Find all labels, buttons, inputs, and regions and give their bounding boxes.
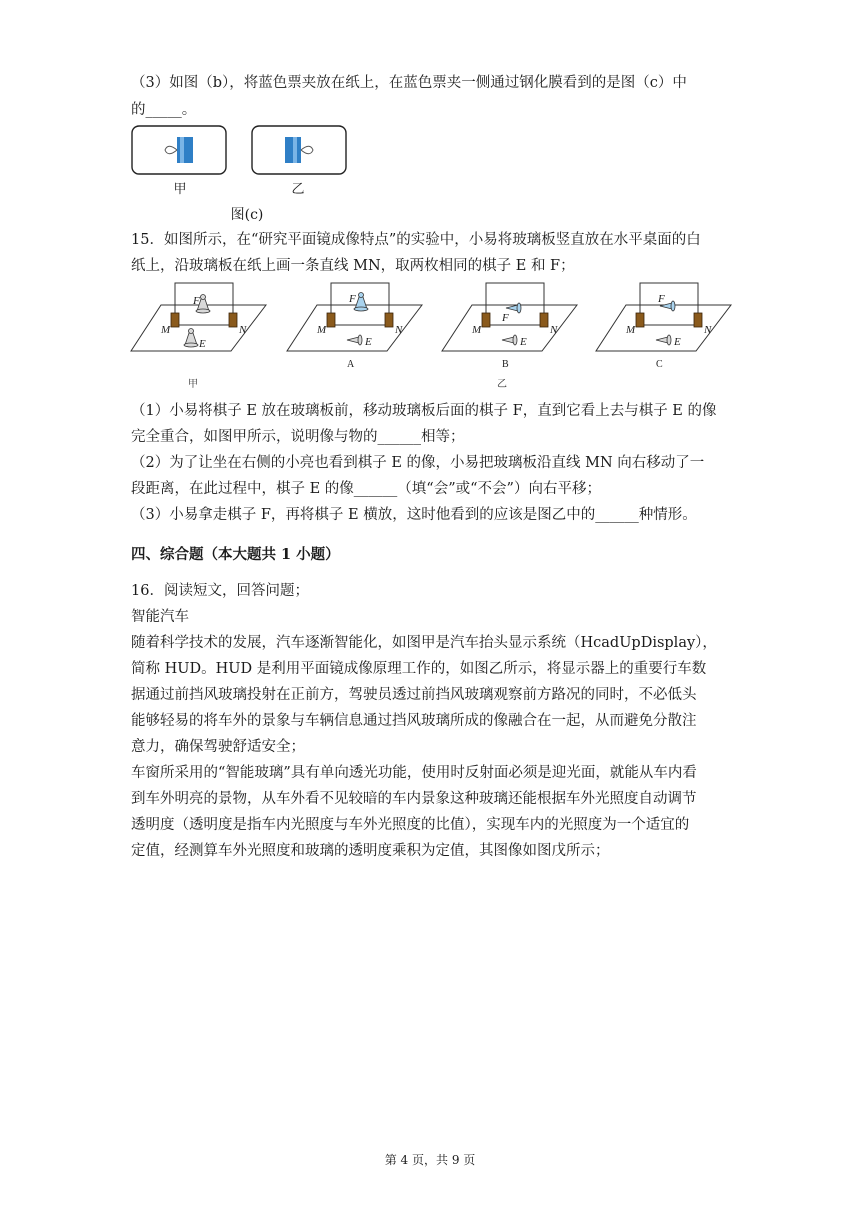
- q14-part3-line1: （3）如图（b），将蓝色票夹放在纸上，在蓝色票夹一侧通过钢化膜看到的是图（c）中: [131, 75, 687, 91]
- q14-part3-line2: 的_____。: [131, 102, 197, 118]
- q16-line: 车窗所采用的“智能玻璃”具有单向透光功能，使用时反射面必须是迎光面，就能从车内看: [131, 765, 697, 781]
- label-n: N: [395, 324, 403, 336]
- figure-caption-yi: 乙: [497, 379, 507, 390]
- image-f-icon: [354, 293, 368, 312]
- support-block: [482, 313, 490, 327]
- label-m: M: [472, 324, 482, 336]
- q16-line: 定值，经测算车外光照度和玻璃的透明度乘积为定值，其图像如图戊所示；: [131, 843, 610, 859]
- label-f: F: [349, 293, 356, 305]
- mirror-panel: [287, 283, 422, 370]
- panel-label: C: [656, 359, 663, 370]
- label-n: N: [550, 324, 558, 336]
- q15-intro-line2: 纸上，沿玻璃板在纸上画一条直线 MN，取两枚相同的棋子 E 和 F；: [131, 258, 575, 274]
- q16-line: 透明度（透明度是指车内光照度与车外光照度的比值），实现车内的光照度为一个适宜的: [131, 817, 690, 833]
- mirror-figure: [131, 281, 731, 370]
- q15-intro-line1: 15．如图所示，在“研究平面镜成像特点”的实验中，小易将玻璃板竖直放在水平桌面的白: [131, 232, 701, 248]
- figure-caption-jia: 甲: [188, 379, 198, 390]
- q16-line: 意力，确保驾驶舒适安全；: [131, 739, 305, 755]
- q16-line: 智能汽车: [131, 609, 189, 625]
- label-n: N: [704, 324, 712, 336]
- support-block: [540, 313, 548, 327]
- mirror-panel: [596, 283, 731, 370]
- figure-c-label-yi: 乙: [291, 182, 305, 197]
- support-block: [636, 313, 644, 327]
- label-m: M: [317, 324, 327, 336]
- label-m: M: [626, 324, 636, 336]
- label-e: E: [365, 336, 372, 348]
- q16-line: 简称 HUD。HUD 是利用平面镜成像原理工作的，如图乙所示，将显示器上的重要行车数: [131, 661, 707, 677]
- q15-part1-line1: （1）小易将棋子 E 放在玻璃板前，移动玻璃板后面的棋子 F，直到它看上去与棋子 E 的像: [131, 403, 717, 419]
- label-e: E: [199, 338, 206, 350]
- q15-part3: （3）小易拿走棋子 F，再将棋子 E 横放，这时他看到的应该是图乙中的______种情形。: [131, 507, 697, 523]
- label-e: E: [520, 336, 527, 348]
- q15-part2-line2: 段距离，在此过程中，棋子 E 的像______（填“会”或“不会”）向右平移；: [131, 481, 601, 497]
- q15-part1-line2: 完全重合，如图甲所示，说明像与物的______相等；: [131, 429, 465, 445]
- support-block: [385, 313, 393, 327]
- support-block: [327, 313, 335, 327]
- label-f: F: [193, 295, 200, 307]
- mirror-figure-svg: [131, 281, 731, 370]
- q16-line: 能够轻易的将车外的景象与车辆信息通过挡风玻璃所成的像融合在一起，从而避免分散注: [131, 713, 697, 729]
- label-e: E: [674, 336, 681, 348]
- section-heading: 四、综合题（本大题共 1 小题）: [131, 546, 340, 563]
- panel-label: A: [347, 359, 355, 370]
- mirror-panel: [131, 283, 266, 351]
- q16-line: 到车外明亮的景物，从车外看不见较暗的车内景象这种玻璃还能根据车外光照度自动调节: [131, 791, 697, 807]
- support-block: [694, 313, 702, 327]
- figure-c-label-jia: 甲: [173, 182, 187, 197]
- q16-line: 据通过前挡风玻璃投射在正前方，驾驶员透过前挡风玻璃观察前方路况的同时，不必低头: [131, 687, 697, 703]
- panel-label: B: [502, 359, 509, 370]
- q16-line: 随着科学技术的发展，汽车逐渐智能化，如图甲是汽车抬头显示系统（HcadUpDisplay），: [131, 635, 717, 651]
- label-f: F: [502, 312, 509, 324]
- page-footer: 第 4 页，共 9 页: [384, 1153, 476, 1167]
- q15-part2-line1: （2）为了让坐在右侧的小亮也看到棋子 E 的像，小易把玻璃板沿直线 MN 向右移动了一: [131, 455, 705, 471]
- support-block: [171, 313, 179, 327]
- label-f: F: [658, 293, 665, 305]
- support-block: [229, 313, 237, 327]
- label-m: M: [161, 324, 171, 336]
- label-n: N: [239, 324, 247, 336]
- q16-line: 16．阅读短文，回答问题；: [131, 583, 309, 599]
- figure-c-boxes: [131, 125, 351, 177]
- figure-c-caption: 图(c): [230, 207, 264, 223]
- mirror-panel: [442, 283, 577, 370]
